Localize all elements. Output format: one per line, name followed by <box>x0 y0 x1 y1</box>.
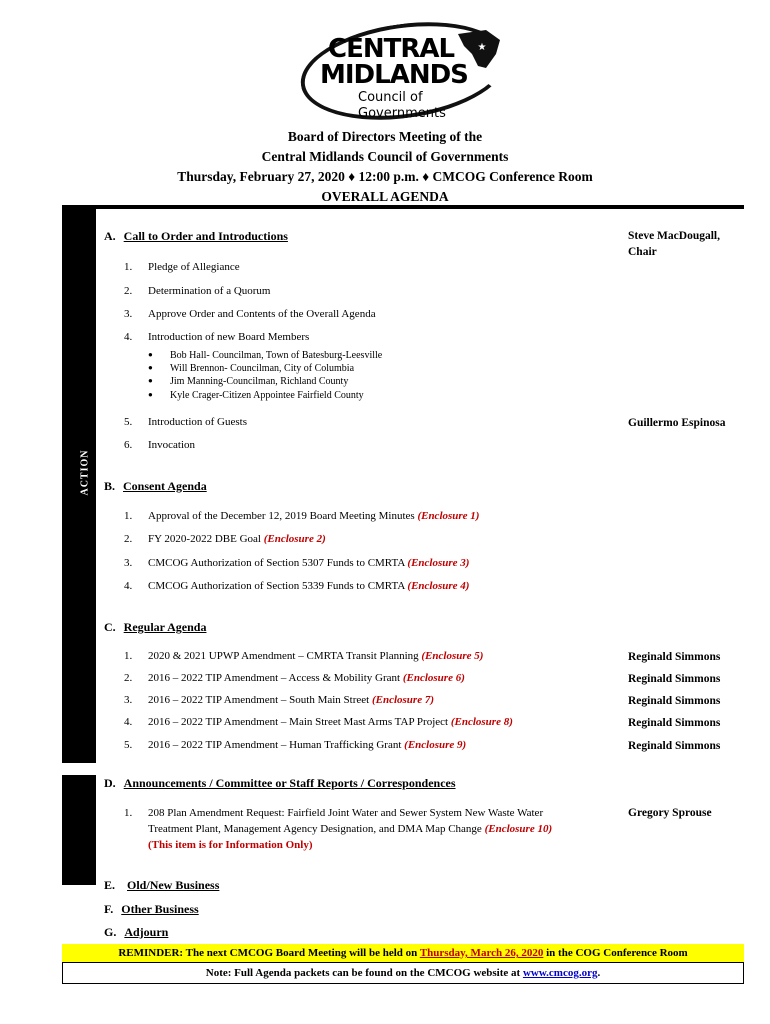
enclosure-ref: (Enclosure 9) <box>404 739 467 751</box>
section-letter: B. <box>104 479 116 493</box>
enclosure-ref: (Enclosure 1) <box>417 510 480 522</box>
section-title: Adjourn <box>124 925 169 939</box>
item-number: 2. <box>124 672 133 684</box>
item-presenter: Reginald Simmons <box>628 740 721 752</box>
action-label: ACTION <box>79 449 91 496</box>
item-presenter: Reginald Simmons <box>628 673 721 685</box>
item-presenter: Reginald Simmons <box>628 651 721 663</box>
svg-text:★: ★ <box>477 42 487 53</box>
section-g-heading <box>104 924 168 940</box>
agenda-item <box>124 806 543 821</box>
cmcog-logo <box>298 20 510 121</box>
item-number: 3. <box>124 557 133 569</box>
item-text: 2016 – 2022 TIP Amendment – Main Street Mast Arms TAP Project <box>148 716 451 728</box>
item-text: 2016 – 2022 TIP Amendment – Human Trafficking Grant <box>148 739 405 751</box>
reminder-text: in the COG Conference Room <box>543 947 688 959</box>
action-sidebar <box>62 209 96 763</box>
header-line2: Central Midlands Council of Governments <box>261 149 509 164</box>
agenda-item <box>124 260 240 275</box>
item-number: 3. <box>124 308 133 320</box>
section-f-heading <box>104 901 199 917</box>
next-meeting-date: Thursday, March 26, 2020 <box>419 947 544 959</box>
item-number: 5. <box>124 739 133 751</box>
section-b-heading <box>104 478 207 494</box>
enclosure-ref: (Enclosure 2) <box>263 533 326 545</box>
reminder-text: REMINDER: The next CMCOG Board Meeting will be held on <box>118 947 420 959</box>
agenda-item <box>124 671 465 686</box>
header-rule <box>62 205 744 209</box>
item-number: 5. <box>124 416 133 428</box>
information-sidebar <box>62 775 110 885</box>
presenter-line1: Steve MacDougall, <box>628 230 720 242</box>
guests-presenter: Guillermo Espinosa <box>628 417 726 429</box>
enclosure-ref: (Enclosure 4) <box>407 580 470 592</box>
item-number: 4. <box>124 580 133 592</box>
item-number: 4. <box>124 716 133 728</box>
presenter-line2: Chair <box>628 246 657 258</box>
item-presenter: Reginald Simmons <box>628 695 721 707</box>
item-text: Introduction of new Board Members <box>148 331 310 343</box>
agenda-item <box>124 415 247 430</box>
bullet-icon: ● <box>148 376 153 385</box>
item-text: 208 Plan Amendment Request: Fairfield Joint Water and Sewer System New Waste Water <box>148 807 544 819</box>
section-title: Old/New Business <box>127 878 220 892</box>
logo-text-line3: Council of Governments <box>358 90 446 121</box>
section-a-heading <box>104 228 288 244</box>
logo-text-line2: MIDLANDS <box>320 60 468 90</box>
agenda-item-continued <box>148 822 552 837</box>
section-title: Consent Agenda <box>123 479 207 493</box>
bullet-text: Bob Hall- Councilman, Town of Batesburg-Leesville <box>170 350 383 361</box>
logo-text-line1: CENTRAL <box>328 34 455 64</box>
bullet-text: Will Brennon- Councilman, City of Columbia <box>170 363 355 374</box>
header-line3: Thursday, February 27, 2020 ♦ 12:00 p.m. ♦ CMCOG Conference Room <box>177 169 593 184</box>
bullet-icon: ● <box>148 363 153 372</box>
item-text: 2020 & 2021 UPWP Amendment – CMRTA Transit Planning <box>148 650 422 662</box>
agenda-item <box>124 284 271 299</box>
item-presenter: Gregory Sprouse <box>628 807 712 819</box>
item-number: 4. <box>124 331 133 343</box>
item-number: 2. <box>124 285 133 297</box>
section-letter: C. <box>104 620 116 634</box>
bullet-text: Kyle Crager-Citizen Appointee Fairfield County <box>170 390 364 401</box>
agenda-packet-note <box>62 962 744 984</box>
item-number: 6. <box>124 439 133 451</box>
next-meeting-reminder <box>62 944 744 962</box>
section-letter: A. <box>104 229 116 243</box>
section-letter: D. <box>104 776 116 790</box>
section-d-heading <box>104 775 456 791</box>
item-number: 3. <box>124 694 133 706</box>
board-member-bullet <box>148 388 364 403</box>
enclosure-ref: (Enclosure 5) <box>421 650 484 662</box>
item-text: FY 2020-2022 DBE Goal <box>148 533 264 545</box>
section-title: Other Business <box>121 902 199 916</box>
item-text: 2016 – 2022 TIP Amendment – Access & Mobility Grant <box>148 672 403 684</box>
section-letter: E. <box>104 878 116 892</box>
information-label: INFORMATION <box>98 784 110 869</box>
item-number: 1. <box>124 510 133 522</box>
item-text: Introduction of Guests <box>148 416 247 428</box>
agenda-item <box>124 307 376 322</box>
cmcog-website-link[interactable]: www.cmcog.org <box>522 967 598 979</box>
note-text: . <box>597 967 601 979</box>
agenda-item <box>124 649 483 664</box>
section-letter: F. <box>104 902 114 916</box>
agenda-item <box>124 738 466 753</box>
agenda-item <box>124 438 195 453</box>
board-member-bullet <box>148 374 348 389</box>
item-text: 2016 – 2022 TIP Amendment – South Main Street <box>148 694 372 706</box>
agenda-item <box>124 532 326 547</box>
agenda-item <box>124 693 434 708</box>
item-text: Treatment Plant, Management Agency Designation, and DMA Map Change <box>148 823 485 835</box>
item-text: CMCOG Authorization of Section 5339 Funds to CMRTA <box>148 580 408 592</box>
item-text: Approve Order and Contents of the Overall Agenda <box>148 308 376 320</box>
section-c-heading <box>104 619 206 635</box>
enclosure-ref: (Enclosure 10) <box>484 823 553 835</box>
item-text: Pledge of Allegiance <box>148 261 240 273</box>
section-a-presenter <box>628 228 720 260</box>
header-line1: Board of Directors Meeting of the <box>287 129 483 144</box>
bullet-icon: ● <box>148 350 153 359</box>
section-title: Announcements / Committee or Staff Reports / Correspondences <box>123 776 456 790</box>
bullet-text: Jim Manning-Councilman, Richland County <box>170 376 349 387</box>
agenda-item <box>124 330 309 345</box>
note-text: Note: Full Agenda packets can be found on the CMCOG website at <box>205 967 523 979</box>
section-e-heading <box>104 877 219 893</box>
enclosure-ref: (Enclosure 7) <box>371 694 434 706</box>
item-text: CMCOG Authorization of Section 5307 Funds to CMRTA <box>148 557 408 569</box>
item-text: Determination of a Quorum <box>148 285 271 297</box>
info-only-note: (This item is for Information Only) <box>148 839 313 851</box>
item-number: 1. <box>124 650 133 662</box>
agenda-item <box>124 715 513 730</box>
section-title: Regular Agenda <box>123 620 207 634</box>
section-title: Call to Order and Introductions <box>123 229 288 243</box>
enclosure-ref: (Enclosure 3) <box>407 557 470 569</box>
item-number: 1. <box>124 807 133 819</box>
header-line4: OVERALL AGENDA <box>321 189 449 204</box>
item-text: Approval of the December 12, 2019 Board Meeting Minutes <box>148 510 418 522</box>
section-letter: G. <box>104 925 117 939</box>
enclosure-ref: (Enclosure 8) <box>450 716 513 728</box>
bullet-icon: ● <box>148 390 153 399</box>
item-text: Invocation <box>148 439 196 451</box>
agenda-item <box>124 556 469 571</box>
item-number: 2. <box>124 533 133 545</box>
item-presenter: Reginald Simmons <box>628 717 721 729</box>
agenda-item <box>124 509 479 524</box>
agenda-item <box>124 579 469 594</box>
enclosure-ref: (Enclosure 6) <box>402 672 465 684</box>
item-number: 1. <box>124 261 133 273</box>
